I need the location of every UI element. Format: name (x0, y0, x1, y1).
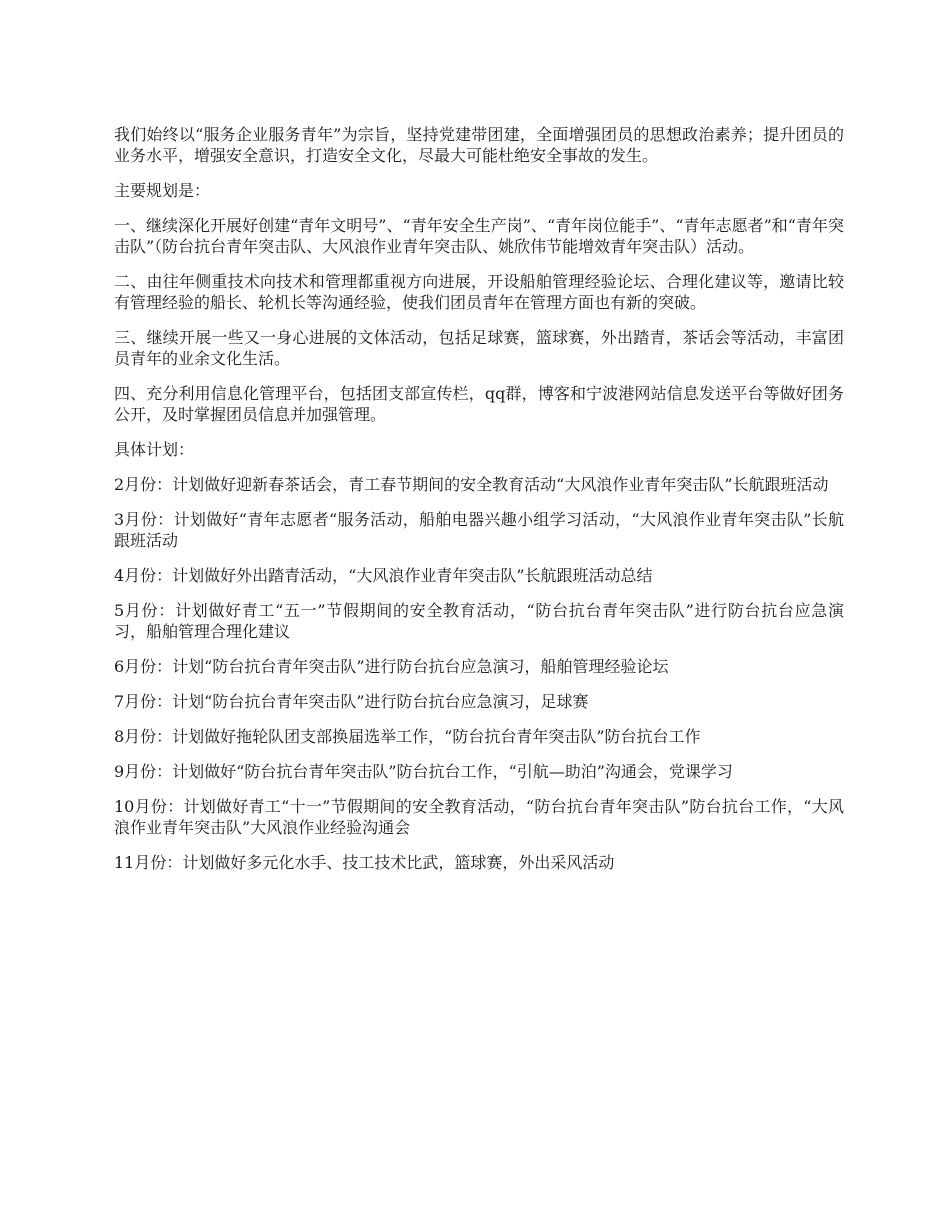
main-plan-heading: 主要规划是： (114, 181, 211, 200)
plan-item-3: 三、继续开展一些又一身心进展的文体活动，包括足球赛，篮球赛，外出踏青，茶话会等活动，丰富团员青年的业余文化生活。 (114, 328, 844, 368)
month-plan-aug: 8月份：计划做好拖轮队团支部换届选举工作，“防台抗台青年突击队”防台抗台工作 (114, 727, 701, 746)
month-plan-sep: 9月份：计划做好“防台抗台青年突击队”防台抗台工作，“引航—助泊”沟通会，党课学习 (114, 762, 733, 781)
plan-item-4: 四、充分利用信息化管理平台，包括团支部宣传栏，qq群，博客和宁波港网站信息发送平台等做好团务公开，及时掌握团员信息并加强管理。 (114, 384, 844, 424)
month-plan-feb: 2月份：计划做好迎新春茶话会，青工春节期间的安全教育活动“大风浪作业青年突击队”长航跟班活动 (114, 475, 829, 494)
month-plan-jul: 7月份：计划“防台抗台青年突击队”进行防台抗台应急演习，足球赛 (114, 692, 589, 711)
plan-item-1: 一、继续深化开展好创建“青年文明号”、“青年安全生产岗”、“青年岗位能手”、“青年志愿者”和“青年突击队”（防台抗台青年突击队、大风浪作业青年突击队、姚欣伟节能增效青年突击队）活动。 (114, 216, 844, 256)
intro-paragraph: 我们始终以“服务企业服务青年”为宗旨，坚持党建带团建，全面增强团员的思想政治素养；提升团员的业务水平，增强安全意识，打造安全文化，尽最大可能杜绝安全事故的发生。 (114, 125, 844, 165)
month-plan-nov: 11月份：计划做好多元化水手、技工技术比武，篮球赛，外出采风活动 (114, 853, 615, 872)
month-plan-apr: 4月份：计划做好外出踏青活动，“大风浪作业青年突击队”长航跟班活动总结 (114, 566, 653, 585)
month-plan-oct: 10月份：计划做好青工“十一”节假期间的安全教育活动，“防台抗台青年突击队”防台抗台工作，“大风浪作业青年突击队”大风浪作业经验沟通会 (114, 797, 844, 837)
month-plan-jun: 6月份：计划“防台抗台青年突击队”进行防台抗台应急演习，船舶管理经验论坛 (114, 657, 669, 676)
month-plan-mar: 3月份：计划做好“青年志愿者“服务活动，船舶电器兴趣小组学习活动，“大风浪作业青年突击队”长航跟班活动 (114, 510, 844, 550)
plan-item-2: 二、由往年侧重技术向技术和管理都重视方向进展，开设船舶管理经验论坛、合理化建议等，邀请比较有管理经验的船长、轮机长等沟通经验，使我们团员青年在管理方面也有新的突破。 (114, 272, 844, 312)
document-body (114, 124, 844, 887)
specific-plan-heading: 具体计划： (114, 440, 195, 459)
month-plan-may: 5月份：计划做好青工“五一”节假期间的安全教育活动，“防台抗台青年突击队”进行防台抗台应急演习，船舶管理合理化建议 (114, 601, 844, 641)
